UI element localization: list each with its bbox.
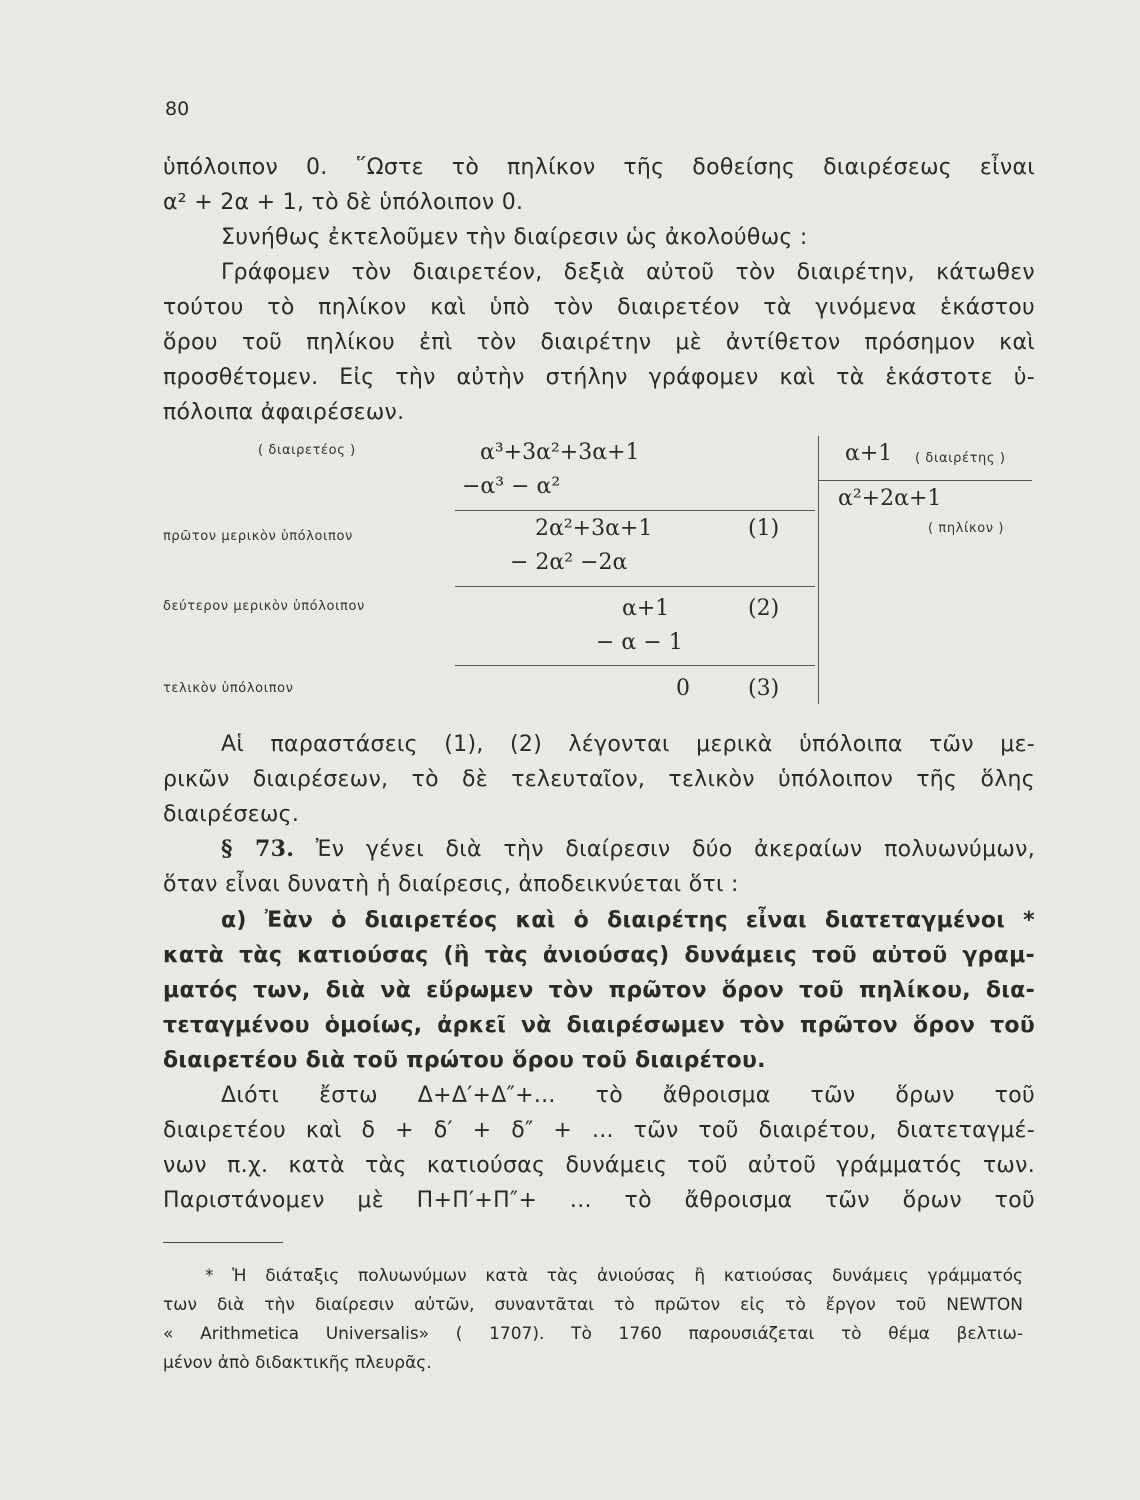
text-line: Γράφομεν τὸν διαιρετέον, δεξιὰ αὐτοῦ τὸν διαιρέτην, κάτωθεν <box>221 260 1035 285</box>
intro-paragraph <box>163 150 1035 430</box>
text-line: ματός των, διὰ νὰ εὕρωμεν τὸν πρῶτον ὅρον τοῦ πηλίκου, δια- <box>163 978 1035 1003</box>
text-line: τεταγμένου ὁμοίως, ἀρκεῖ νὰ διαιρέσωμεν τὸν πρῶτον ὅρον τοῦ <box>163 1013 1035 1038</box>
remainder-3: 0 <box>676 676 690 701</box>
text-line: πόλοιπα ἀφαιρέσεων. <box>163 400 405 425</box>
text-line: κατὰ τὰς κατιούσας (ἢ τὰς ἀνιούσας) δυνάμεις τοῦ αὐτοῦ γραμ- <box>163 943 1035 968</box>
quotient-expression: α²+2α+1 <box>838 486 942 511</box>
remainder-1: 2α²+3α+1 <box>535 516 653 541</box>
divisor-expression: α+1 <box>845 441 893 466</box>
page-number: 80 <box>165 98 190 120</box>
label-divisor: ( διαιρέτης ) <box>915 451 1006 466</box>
text-line: * Ἡ διάταξις πολυωνύμων κατὰ τὰς ἀνιούσας ἢ κατιούσας δυνάμεις γράμματός <box>205 1266 1023 1286</box>
text-line: Συνήθως ἐκτελοῦμεν τὴν διαίρεσιν ὡς ἀκολούθως : <box>221 225 808 250</box>
remainder-1-tag: (1) <box>748 516 780 541</box>
division-rule <box>455 586 815 587</box>
label-second-remainder: δεύτερον μερικὸν ὑπόλοιπον <box>163 599 365 614</box>
footnote-rule <box>163 1242 283 1243</box>
text-line <box>163 832 1035 867</box>
section-text: Ἐν γένει διὰ τὴν διαίρεσιν δύο ἀκεραίων πολυωνύμων, <box>294 837 1035 862</box>
text-line: ὅρου τοῦ πηλίκου ἐπὶ τὸν διαιρέτην μὲ ἀντίθετον πρόσημον καὶ <box>163 330 1035 355</box>
dividend-expression: α³+3α²+3α+1 <box>480 440 640 465</box>
text-line: διαιρετέου διὰ τοῦ πρώτου ὅρου τοῦ διαιρέτου. <box>163 1048 766 1073</box>
label-quotient: ( πηλίκον ) <box>928 521 1005 536</box>
text-line: νων π.χ. κατὰ τὰς κατιούσας δυνάμεις τοῦ αὐτοῦ γράμματός των. <box>163 1153 1035 1178</box>
text-line: Παριστάνομεν μὲ Π+Π′+Π″+ ... τὸ ἄθροισμα τῶν ὅρων τοῦ <box>163 1188 1035 1213</box>
text-line: ρικῶν διαιρέσεων, τὸ δὲ τελευταῖον, τελικὸν ὑπόλοιπον τῆς ὅλης <box>163 767 1035 792</box>
text-line: τούτου τὸ πηλίκον καὶ ὑπὸ τὸν διαιρετέον τὰ γινόμενα ἑκάστου <box>163 295 1035 320</box>
section-number: § 73. <box>221 836 295 862</box>
explanation-paragraph <box>163 727 1035 902</box>
division-bar <box>818 436 819 704</box>
remainder-3-tag: (3) <box>748 676 780 701</box>
division-rule <box>455 510 815 511</box>
subtrahend-1: −α³ − α² <box>462 474 561 499</box>
text-line: διαιρετέου καὶ δ + δ′ + δ″ + ... τῶν τοῦ διαιρέτου, διατεταγμέ- <box>163 1118 1035 1143</box>
proof-paragraph <box>163 1078 1035 1218</box>
text-line: των διὰ τὴν διαίρεσιν αὐτῶν, συναντᾶται τὸ πρῶτον εἰς τὸ ἔργον τοῦ NEWTON <box>163 1295 1023 1315</box>
text-line: « Arithmetica Universalis» ( 1707). Τὸ 1760 παρουσιάζεται τὸ θέμα βελτιω- <box>163 1324 1023 1344</box>
remainder-2-tag: (2) <box>748 596 780 621</box>
subtrahend-2: − 2α² −2α <box>510 550 628 575</box>
remainder-2: α+1 <box>622 596 670 621</box>
text-line: Αἱ παραστάσεις (1), (2) λέγονται μερικὰ ὑπόλοιπα τῶν με- <box>221 732 1035 757</box>
label-dividend: ( διαιρετέος ) <box>258 443 356 458</box>
text-line: μένον ἀπὸ διδακτικῆς πλευρᾶς. <box>163 1353 432 1373</box>
text-line: ὅταν εἶναι δυνατὴ ἡ διαίρεσις, ἀποδεικνύεται ὅτι : <box>163 872 739 897</box>
text-line: προσθέτομεν. Εἰς τὴν αὐτὴν στήλην γράφομεν καὶ τὰ ἑκάστοτε ὑ- <box>163 365 1035 390</box>
quotient-rule <box>818 480 1032 481</box>
text-line: Διότι ἔστω Δ+Δ′+Δ″+... τὸ ἄθροισμα τῶν ὅρων τοῦ <box>221 1083 1035 1108</box>
label-final-remainder: τελικὸν ὑπόλοιπον <box>163 681 294 696</box>
label-first-remainder: πρῶτον μερικὸν ὑπόλοιπον <box>163 529 353 544</box>
subtrahend-3: − α − 1 <box>596 630 683 655</box>
theorem-paragraph <box>163 903 1035 1078</box>
text-line: διαιρέσεως. <box>163 802 300 827</box>
text-line: α² + 2α + 1, τὸ δὲ ὑπόλοιπον 0. <box>163 190 524 215</box>
text-line: ὑπόλοιπον 0. ῞Ωστε τὸ πηλίκον τῆς δοθείσης διαιρέσεως εἶναι <box>163 155 1035 180</box>
text-line: α) Ἐὰν ὁ διαιρετέος καὶ ὁ διαιρέτης εἶναι διατεταγμένοι * <box>221 908 1035 933</box>
division-rule <box>455 665 815 666</box>
footnote <box>163 1262 1023 1378</box>
